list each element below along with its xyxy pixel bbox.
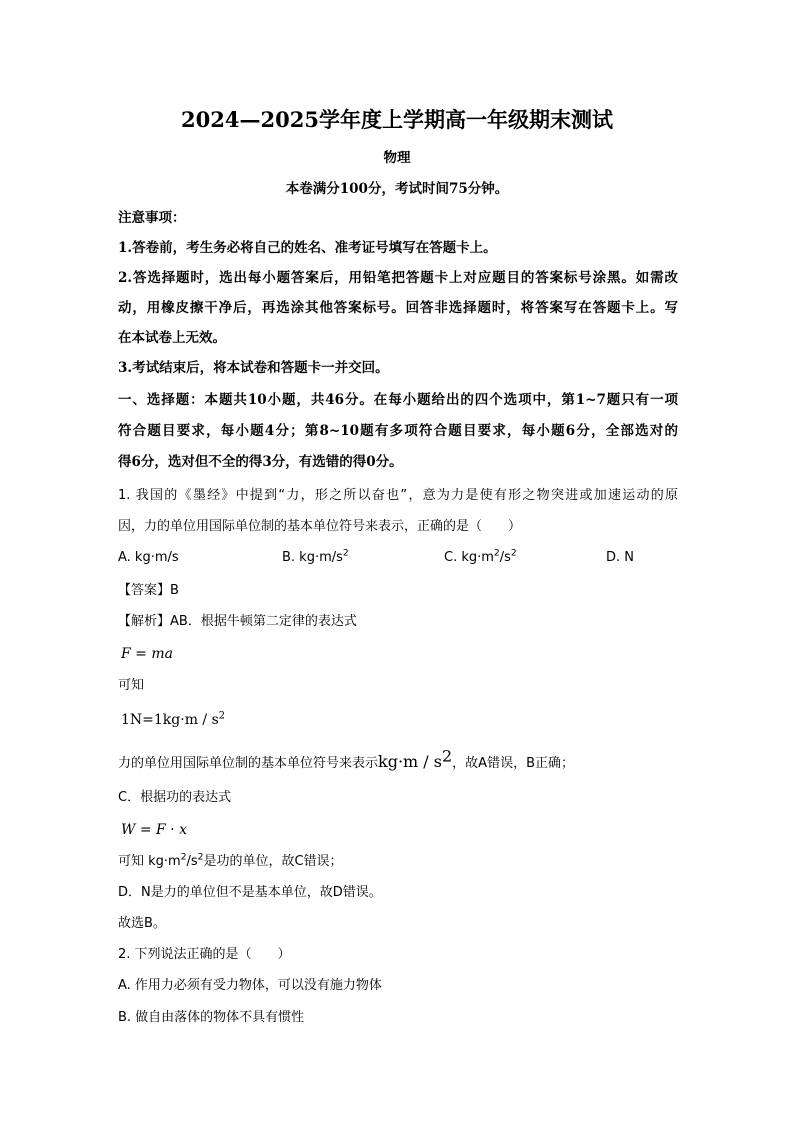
question-1-option-b: B. $kg\cdot m/s^2$ xyxy=(282,548,349,565)
question-2-option-a: A. 作用力必须有受力物体，可以没有施力物体 xyxy=(118,978,382,993)
notice-item-2-line-2: 动，用橡皮擦干净后，再选涂其他答案标号。回答非选择题时，将答案写在答题卡上。写 xyxy=(118,300,678,316)
formula-newton-second-law: F = ma xyxy=(121,646,173,662)
question-1-option-d-analysis: D．N是力的单位但不是基本单位，故D错误。 xyxy=(118,885,382,900)
notice-heading: 注意事项： xyxy=(118,210,186,226)
question-1-analysis: 【解析】AB．根据牛顿第二定律的表达式 xyxy=(118,614,357,629)
section-1-line-2: 符合题目要求，每小题4分；第8~10题有多项符合题目要求，每小题6分，全部选对的 xyxy=(118,423,678,439)
notice-item-2-line-1: 2.答选择题时，选出每小题答案后，用铅笔把答题卡上对应题目的答案标号涂黑。如需改 xyxy=(118,270,678,286)
section-1-line-1: 一、选择题：本题共10小题，共46分。在每小题给出的四个选项中，第1~7题只有一项 xyxy=(118,392,678,408)
question-2-option-b: B. 做自由落体的物体不具有惯性 xyxy=(118,1010,305,1025)
question-1-stem-line-1: 1. 我国的《墨经》中提到“力，形之所以奋也”，意为力是使有形之物突进或加速运动的原 xyxy=(118,488,678,503)
question-1-know-1: 可知 xyxy=(118,678,145,693)
question-1-answer: 【答案】B xyxy=(118,583,179,598)
exam-info: 本卷满分100分，考试时间75分钟。 xyxy=(285,181,509,197)
question-1-option-a: A. kg·m/s xyxy=(118,550,179,565)
page-title: 2024—2025学年度上学期高一年级期末测试 xyxy=(181,107,613,132)
section-1-line-3: 得6分，选对但不全的得3分，有选错的得0分。 xyxy=(118,454,403,470)
question-1-unit-line: 力的单位用国际单位制的基本单位符号来表示$kg\cdot m / s^2$，故A错误，B正确； xyxy=(118,746,574,771)
question-2-stem: 2. 下列说法正确的是（ ） xyxy=(118,947,291,962)
subject-heading: 物理 xyxy=(383,150,411,166)
question-1-option-c-analysis: C．根据功的表达式 xyxy=(118,790,232,805)
question-1-option-c: C. $kg\cdot m^2/s^2$ xyxy=(444,548,517,565)
question-1-stem-line-2: 因，力的单位用国际单位制的基本单位符号来表示，正确的是（ ） xyxy=(118,519,522,534)
notice-item-3: 3.考试结束后，将本试卷和答题卡一并交回。 xyxy=(118,360,389,376)
formula-newton-unit: $1N=1kg\cdot m / s^2$ xyxy=(121,710,226,728)
question-1-conclusion: 故选B。 xyxy=(118,916,166,931)
question-1-work-unit-line: 可知 $kg\cdot m^2/s^2$是功的单位，故C错误； xyxy=(118,852,343,869)
question-1-option-d: D. N xyxy=(606,550,634,565)
notice-item-1: 1.答卷前，考生务必将自己的姓名、准考证号填写在答题卡上。 xyxy=(118,240,497,256)
notice-item-2-line-3: 在本试卷上无效。 xyxy=(118,330,226,346)
formula-work: W = F · x xyxy=(121,822,187,838)
